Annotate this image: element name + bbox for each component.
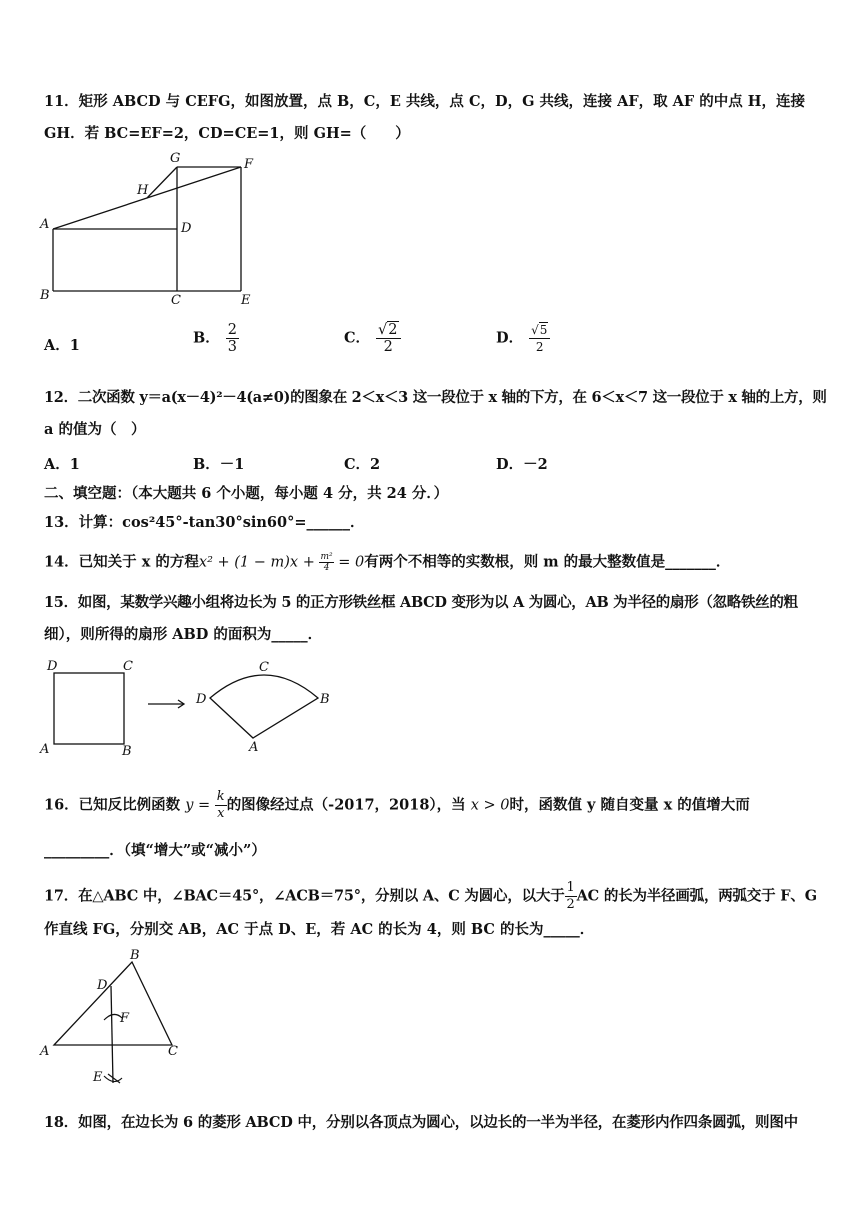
q11-label-e: E — [241, 293, 251, 308]
q12-option-a[interactable]: A．1 — [44, 456, 80, 473]
q15-square-label-c: C — [123, 659, 133, 674]
q17-label-a: A — [40, 1044, 50, 1059]
q15-sector-label-b: B — [320, 692, 330, 707]
q11-label-d: D — [181, 221, 192, 236]
q11-option-a[interactable]: A．1 — [44, 337, 80, 354]
q13-line: 13．计算：cos²45°-tan30°sin60°=______． — [44, 514, 365, 531]
q11-line2: GH．若 BC=EF=2，CD=CE=1，则 GH=（ ） — [44, 125, 410, 142]
q11-option-b[interactable]: B． $\frac{2}{3}$ — [193, 322, 237, 355]
q17-label-b: B — [130, 948, 140, 963]
section-heading: 二、填空题：（本大题共 6 个小题，每小题 4 分，共 24 分．） — [44, 485, 449, 502]
q15-square — [54, 673, 124, 744]
q17-figure — [36, 948, 196, 1088]
q17-label-f: F — [120, 1011, 130, 1026]
q18-line1: 18．如图，在边长为 6 的菱形 ABCD 中，分别以各顶点为圆心，以边长的一半为半径，在菱形内作四条圆弧，则图中 — [44, 1114, 798, 1131]
q11-label-b: B — [40, 288, 50, 303]
q11-option-d[interactable]: D． $\frac{√5}{2}$ — [496, 322, 550, 355]
q17-triangle — [54, 962, 172, 1045]
q12-line1: 12．二次函数 y＝a(x－4)²－4(a≠0)的图象在 2＜x＜3 这一段位于 x 轴的下方，在 6＜x＜7 这一段位于 x 轴的上方，则 — [44, 389, 827, 406]
q12-option-c[interactable]: C．2 — [344, 456, 381, 473]
q12-option-b[interactable]: B．－1 — [193, 456, 245, 473]
q17-label-d: D — [97, 978, 108, 993]
q17-line-fg — [111, 986, 113, 1083]
q17-line1: 17．在△ABC 中，∠BAC＝45°，∠ACB＝75°，分别以 A、C 为圆心，以大于 $\frac{1}{2}$ AC 的长为半径画弧，两弧交于 F、G — [44, 880, 817, 912]
q15-sector-label-a: A — [249, 740, 259, 755]
q11-label-h: H — [137, 183, 149, 198]
q11-label-f: F — [244, 157, 254, 172]
q11-label-c: C — [171, 293, 181, 308]
q12-option-d[interactable]: D．－2 — [496, 456, 548, 473]
q15-sector-label-d: D — [196, 692, 207, 707]
q15-sector-label-c: C — [259, 660, 269, 675]
q12-line2: a 的值为（ ） — [44, 421, 146, 438]
q15-sector — [210, 675, 318, 738]
q17-label-c: C — [168, 1044, 178, 1059]
q11-label-a: A — [40, 217, 50, 232]
q17-label-e: E — [93, 1070, 103, 1085]
q15-square-label-b: B — [122, 744, 132, 759]
q11-option-c[interactable]: C． $\frac{√2}{2}$ — [344, 322, 401, 355]
q11-line1: 11．矩形 ABCD 与 CEFG，如图放置，点 B，C，E 共线，点 C，D，G 共线，连接 AF，取 AF 的中点 H，连接 — [44, 93, 805, 110]
q15-square-label-d: D — [47, 659, 58, 674]
q14-line: 14．已知关于 x 的方程x² + (1 − m)x + $\frac{\text{m²}}{4}$ = 0有两个不相等的实数根，则 m 的最大整数值是_______． — [44, 552, 731, 573]
q16-line2: _________．（填“增大”或“减小”） — [44, 842, 266, 859]
q15-square-label-a: A — [40, 742, 50, 757]
q16-line1: 16．已知反比例函数 y = $\frac{k}{x}$ 的图像经过点（-2017，2018），当 x > 0时，函数值 y 随自变量 x 的值增大而 — [44, 789, 750, 821]
q15-line2: 细），则所得的扇形 ABD 的面积为_____． — [44, 626, 323, 643]
q15-line1: 15．如图，某数学兴趣小组将边长为 5 的正方形铁丝框 ABCD 变形为以 A 为圆心，AB 为半径的扇形（忽略铁丝的粗 — [44, 594, 798, 611]
q15-figure — [38, 656, 338, 760]
q17-line2: 作直线 FG，分别交 AB，AC 于点 D、E，若 AC 的长为 4，则 BC 的长为_____． — [44, 921, 595, 938]
q11-label-g: G — [170, 151, 181, 166]
q11-figure — [36, 148, 266, 308]
